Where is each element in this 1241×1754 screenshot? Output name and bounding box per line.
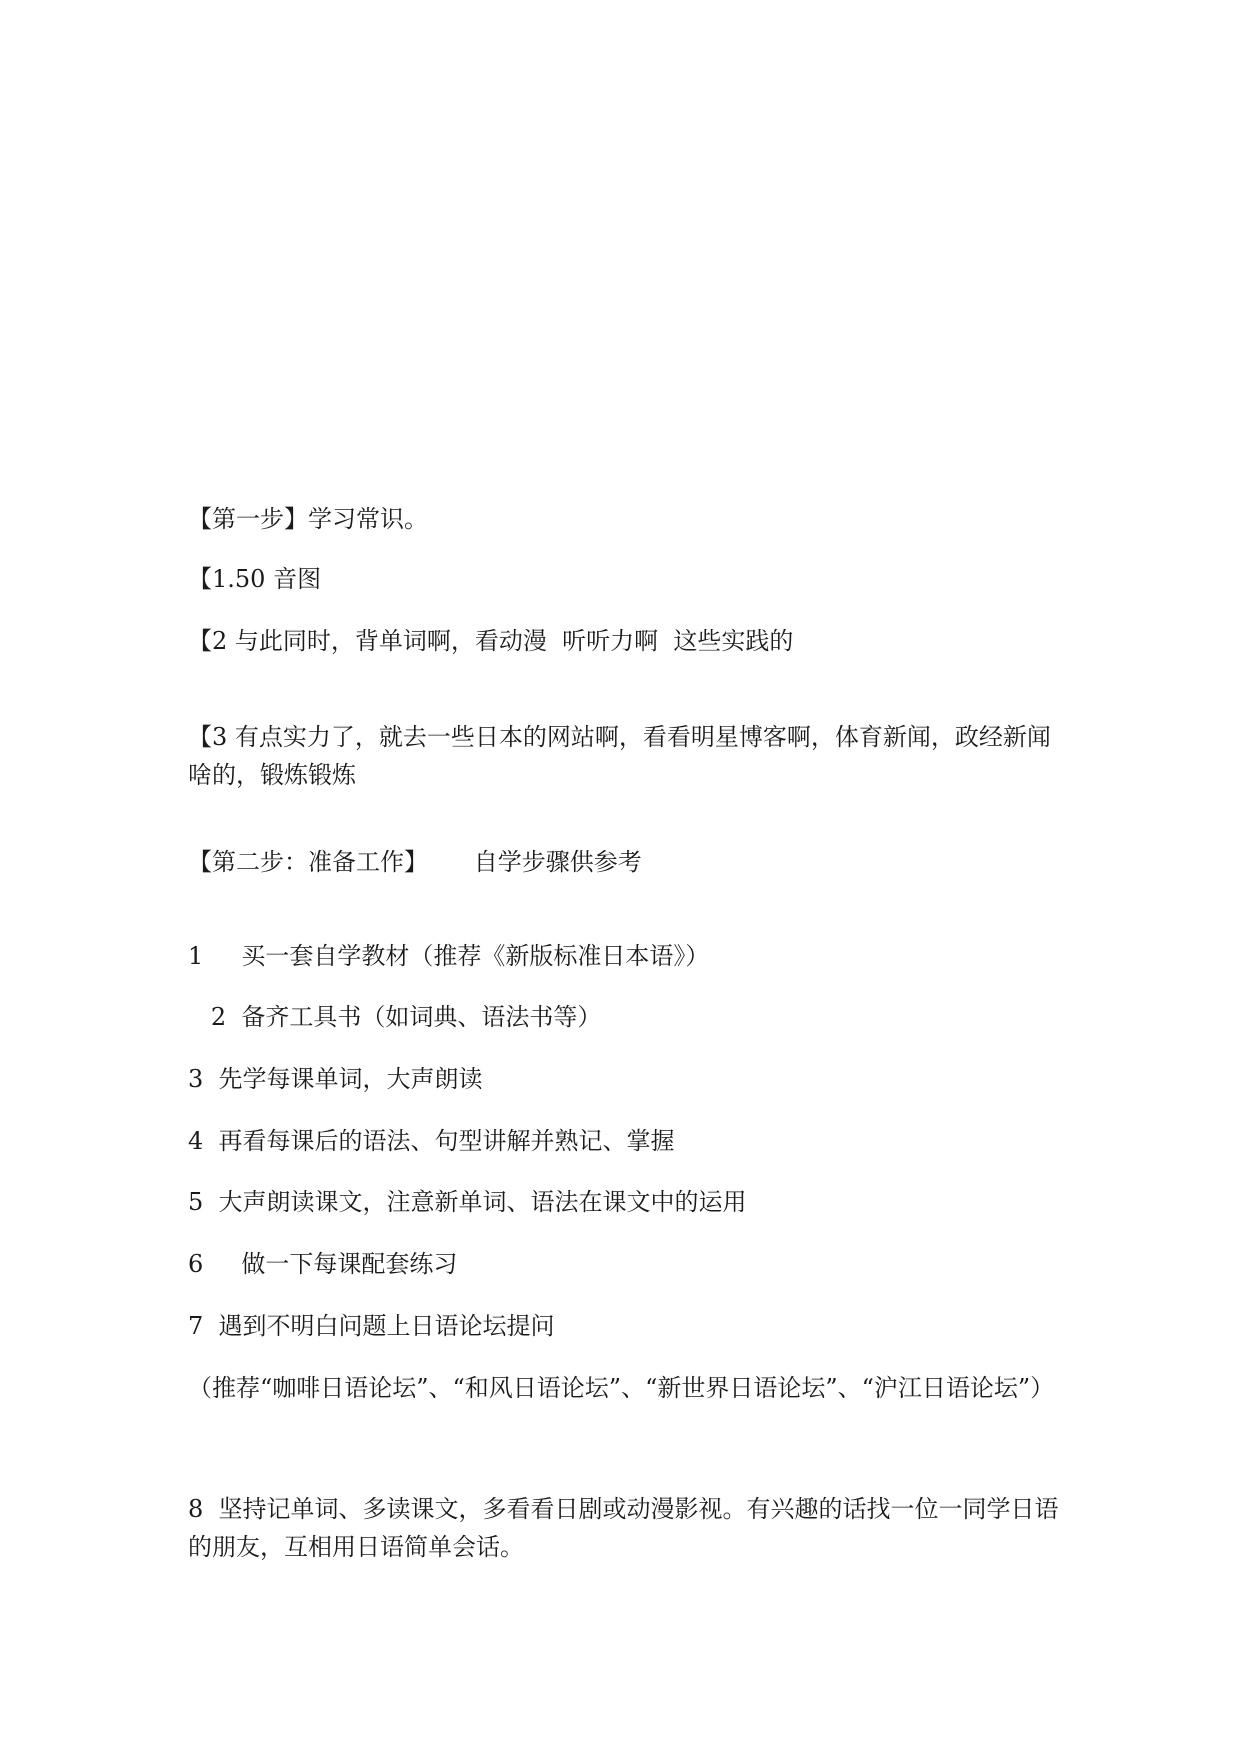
- step-one-heading: 【第一步】学习常识。: [188, 505, 428, 533]
- step-two-item-7: 7 遇到不明白问题上日语论坛提问: [188, 1312, 555, 1340]
- step-two-item-6: 6 做一下每课配套练习: [188, 1250, 458, 1278]
- forum-recommendations: （推荐“咖啡日语论坛”、“和风日语论坛”、“新世界日语论坛”、“沪江日语论坛”）: [188, 1374, 1055, 1402]
- step-two-item-4: 4 再看每课后的语法、句型讲解并熟记、掌握: [188, 1127, 675, 1155]
- step-two-item-1: 1 买一套自学教材（推荐《新版标准日本语》）: [188, 942, 710, 970]
- step-one-item-3: 【3 有点实力了，就去一些日本的网站啊，看看明星博客啊，体育新闻，政经新闻啥的，锻炼锻炼: [188, 723, 1051, 789]
- step-one-item-1: 【1.50 音图: [188, 565, 322, 593]
- step-two-item-5: 5 大声朗读课文，注意新单词、语法在课文中的运用: [188, 1188, 747, 1216]
- step-two-item-8: 8 坚持记单词、多读课文，多看看日剧或动漫影视。有兴趣的话找一位一同学日语的朋友，互相用日语简单会话。: [188, 1495, 1059, 1561]
- step-one-item-2: 【2 与此同时，背单词啊，看动漫 听听力啊 这些实践的: [188, 627, 794, 655]
- step-two-item-2: 2 备齐工具书（如词典、语法书等）: [188, 1003, 602, 1031]
- step-two-heading: 【第二步：准备工作】 自学步骤供参考: [188, 848, 642, 876]
- step-two-item-3: 3 先学每课单词，大声朗读: [188, 1065, 483, 1093]
